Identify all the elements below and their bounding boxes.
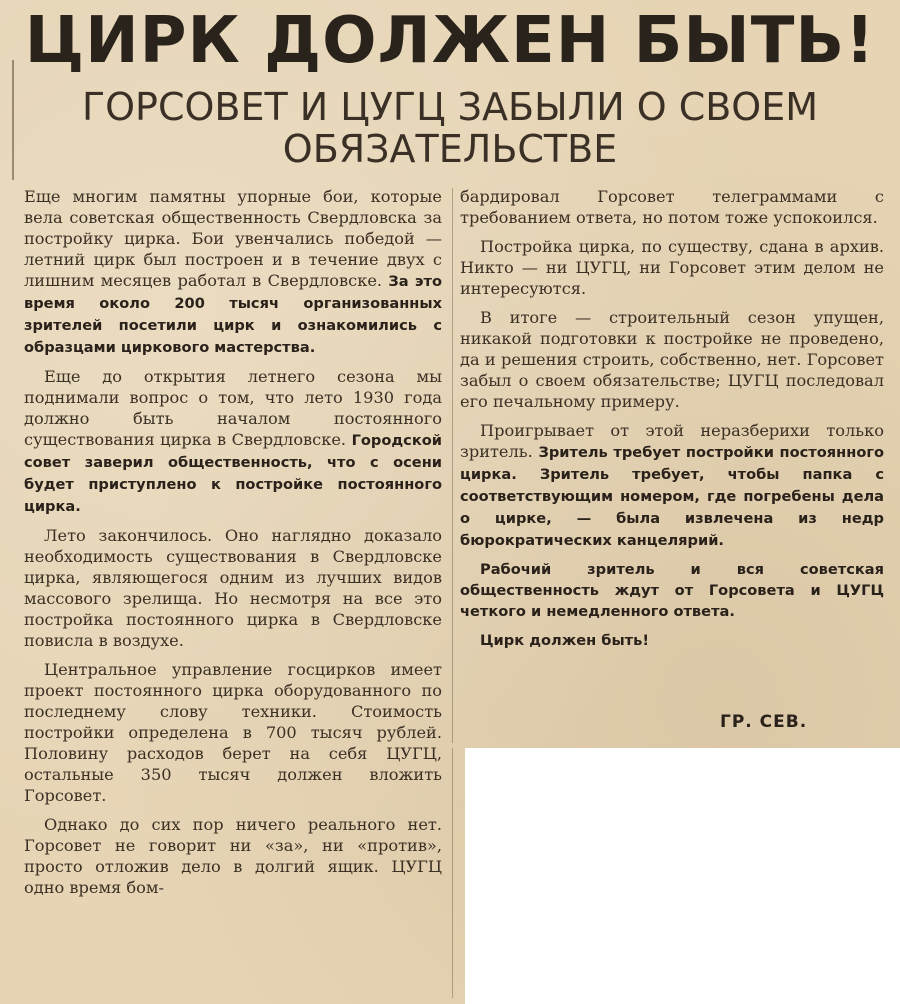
paragraph: Однако до сих пор ничего реального нет. Горсовет не говорит ни «за», ни «против», просто отложив дело в долгий ящик. ЦУГЦ одно время бом- [24, 815, 442, 897]
paragraph-text: Проигрывает от этой неразберихи только зритель. [460, 421, 884, 461]
author-signature: ГР. СЕВ. [720, 712, 808, 732]
headline: ЦИРК ДОЛЖЕН БЫТЬ! [24, 4, 876, 78]
closing-line: Цирк должен быть! [480, 632, 650, 649]
paragraph-bold-text: За это время около 200 тысяч организованных зрителей посетили цирк и ознакомились с образцами циркового мастерства. [24, 273, 442, 356]
column-divider-lower [452, 748, 453, 998]
paragraph [460, 420, 884, 551]
paragraph-text: Еще до открытия летнего сезона мы поднимали вопрос о том, что лето 1930 года должно быть началом постоянного существования цирка в Свердловске. [24, 367, 442, 449]
blank-area [465, 748, 900, 1004]
paragraph-text: Еще многим памятны упорные бои, которые вела советская общественность Свердловска за постройку цирка. Бои увенчались победой — летний цирк был построен и в течение двух с лишним месяцев работал в Свердловске. [24, 187, 442, 290]
paragraph: бардировал Горсовет телеграммами с требованием ответа, но потом тоже успокоился. [460, 187, 884, 227]
paragraph: Постройка цирка, по существу, сдана в архив. Никто — ни ЦУГЦ, ни Горсовет этим делом не интересуются. [460, 237, 884, 298]
paragraph: В итоге — строительный сезон упущен, никакой подготовки к постройке не проведено, да и решения строить, собственно, нет. Горсовет забыл о своем обязательстве; ЦУГЦ последовал его печальному примеру. [460, 308, 884, 411]
paragraph-bold: Рабочий зритель и вся советская общественность ждут от Горсовета и ЦУГЦ четкого и немедленного ответа. [460, 561, 884, 620]
subheadline-line-2: ОБЯЗАТЕЛЬСТВЕ [282, 127, 618, 171]
paragraph: Центральное управление госцирков имеет проект постоянного цирка оборудованного по последнему слову техники. Стоимость постройки определена в 700 тысяч рублей. Половину расходов берет на себя ЦУГЦ, остальные 350 тысяч должен вложить Горсовет. [24, 660, 442, 805]
left-column [24, 186, 442, 906]
subheadline [0, 86, 900, 170]
paragraph [24, 186, 442, 358]
paragraph: Лето закончилось. Оно наглядно доказало необходимость существования в Свердловске цирка, являющегося одним из лучших видов массового зрелища. Но несмотря на все это постройка постоянного цирка в Свердловске повисла в воздухе. [24, 526, 442, 650]
paragraph-bold-text: Зритель требует постройки постоянного цирка. Зритель требует, чтобы папка с соответствующим номером, где погребены дела о цирке, — была извлечена из недр бюрократических канцелярий. [460, 444, 884, 549]
right-column [460, 186, 884, 659]
column-divider [452, 188, 453, 743]
paragraph-bold-text: Городской совет заверил общественность, что с осени будет приступлено к постройке постоянного цирка. [24, 432, 442, 515]
paragraph [24, 366, 442, 517]
subheadline-line-1: ГОРСОВЕТ И ЦУГЦ ЗАБЫЛИ О СВОЕМ [81, 85, 819, 129]
